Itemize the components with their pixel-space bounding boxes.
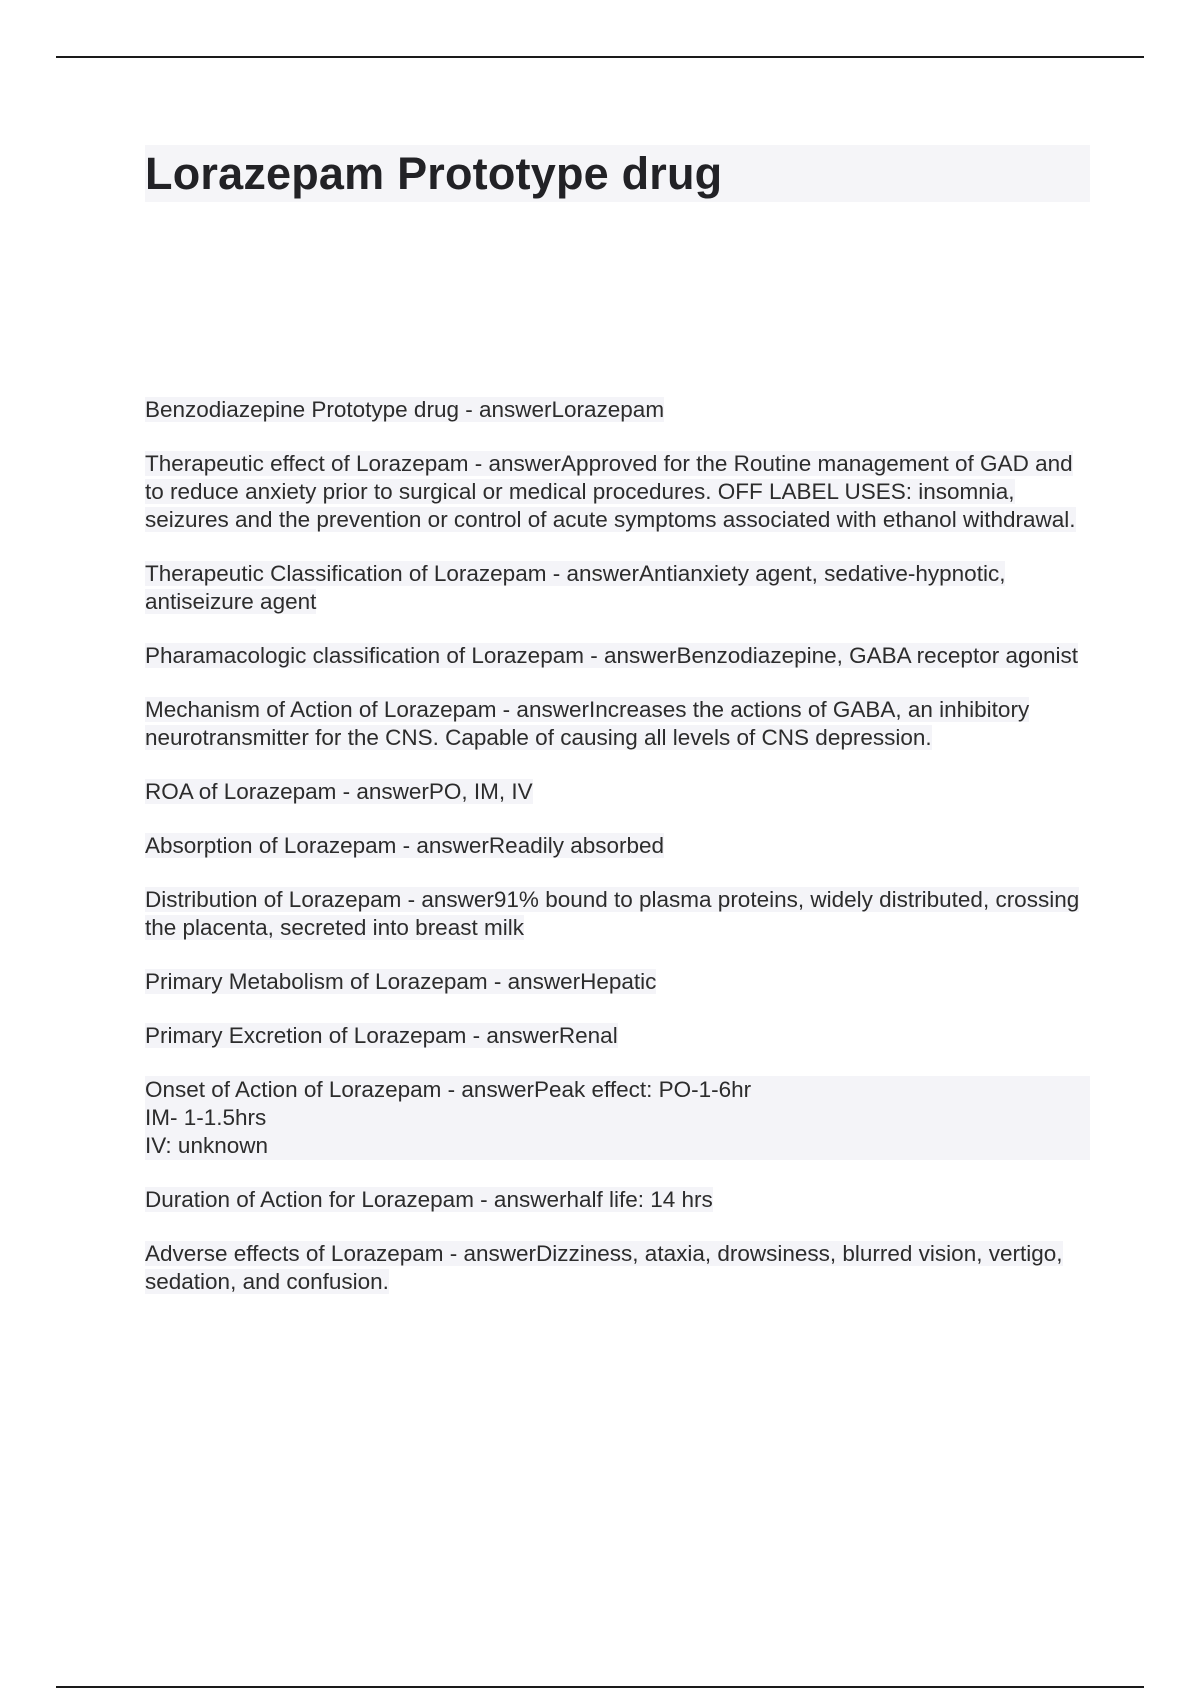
qa-entry-benzodiazepine-prototype (145, 396, 1090, 424)
qa-entry-text: IV: unknown (145, 1133, 268, 1158)
qa-entry-text: IM- 1-1.5hrs (145, 1105, 267, 1130)
qa-entry-text: Absorption of Lorazepam - answerReadily absorbed (145, 833, 665, 858)
qa-entry-onset-of-action (145, 1076, 1090, 1160)
qa-entry-text: Mechanism of Action of Lorazepam - answerIncreases the actions of GABA, an inhibitory neurotransmitter for the CNS. Capable of causing all levels of CNS depression. (145, 697, 1030, 750)
qa-entry-duration-of-action (145, 1186, 1090, 1214)
qa-entry-pharmacologic-classification (145, 642, 1090, 670)
qa-entry-line (145, 1076, 1090, 1104)
qa-entry-line (145, 1104, 1090, 1132)
qa-entry-line (145, 1132, 1090, 1160)
qa-entry-excretion (145, 1022, 1090, 1050)
qa-entry-mechanism-of-action (145, 696, 1090, 752)
qa-entry-text: Distribution of Lorazepam - answer91% bound to plasma proteins, widely distributed, crossing the placenta, secreted into breast milk (145, 887, 1080, 940)
qa-entry-text: Benzodiazepine Prototype drug - answerLorazepam (145, 397, 665, 422)
qa-entry-absorption (145, 832, 1090, 860)
qa-entry-text: Pharamacologic classification of Lorazepam - answerBenzodiazepine, GABA receptor agonist (145, 643, 1079, 668)
qa-entry-text: Primary Excretion of Lorazepam - answerRenal (145, 1023, 618, 1048)
qa-entry-text: Therapeutic effect of Lorazepam - answerApproved for the Routine management of GAD and to reduce anxiety prior to surgical or medical procedures. OFF LABEL USES: insomnia, seizures and the prevention or control of acute symptoms associated with ethanol withdrawal. (145, 451, 1076, 532)
qa-list (145, 396, 1090, 1322)
qa-entry-therapeutic-classification (145, 560, 1090, 616)
qa-entry-text: Adverse effects of Lorazepam - answerDizziness, ataxia, drowsiness, blurred vision, vertigo, sedation, and confusion. (145, 1241, 1063, 1294)
bottom-divider (56, 1686, 1144, 1688)
qa-entry-text: Primary Metabolism of Lorazepam - answerHepatic (145, 969, 657, 994)
qa-entry-adverse-effects (145, 1240, 1090, 1296)
qa-entry-text: Duration of Action for Lorazepam - answerhalf life: 14 hrs (145, 1187, 713, 1212)
qa-entry-text: Onset of Action of Lorazepam - answerPeak effect: PO-1-6hr (145, 1077, 752, 1102)
qa-entry-distribution (145, 886, 1090, 942)
document-title: Lorazepam Prototype drug (145, 148, 723, 199)
qa-entry-text: ROA of Lorazepam - answerPO, IM, IV (145, 779, 533, 804)
qa-entry-roa (145, 778, 1090, 806)
qa-entry-metabolism (145, 968, 1090, 996)
qa-entry-therapeutic-effect (145, 450, 1090, 534)
top-divider (56, 56, 1144, 58)
qa-entry-text: Therapeutic Classification of Lorazepam - answerAntianxiety agent, sedative-hypnotic, antiseizure agent (145, 561, 1006, 614)
